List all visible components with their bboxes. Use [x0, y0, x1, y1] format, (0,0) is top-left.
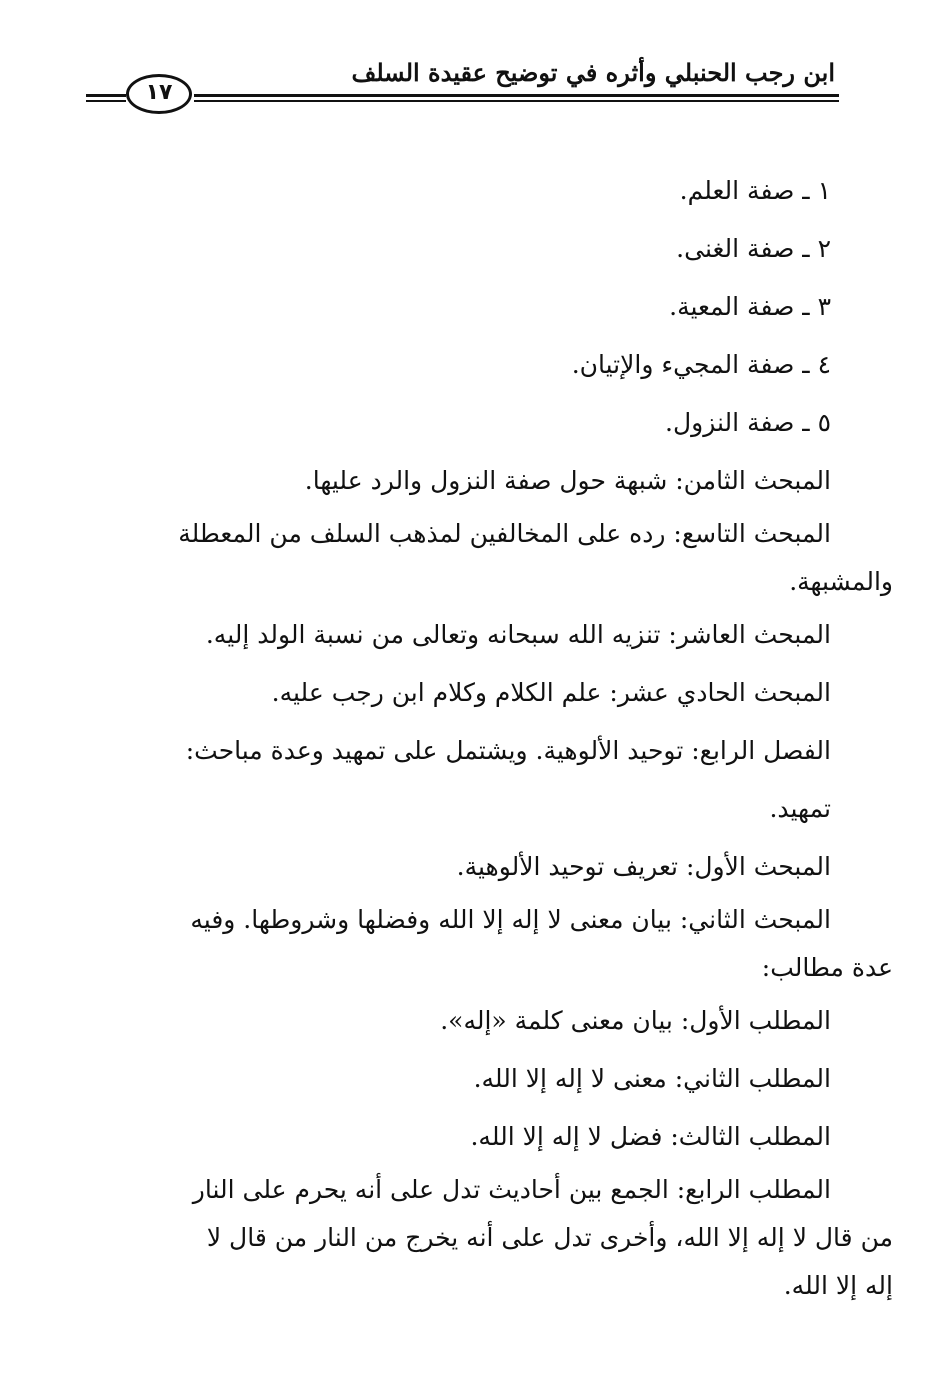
toc-section-9: المبحث التاسع: رده على المخالفين لمذهب السلف من المعطلة: [178, 519, 831, 548]
toc-subsection-3: المطلب الثالث: فضل لا إله إلا الله.: [470, 1122, 831, 1151]
toc-subsection-4: المطلب الرابع: الجمع بين أحاديث تدل على أنه يحرم على النار: [192, 1175, 831, 1204]
toc-item-1: ١ ـ صفة العلم.: [679, 176, 831, 205]
toc-item-5: ٥ ـ صفة النزول.: [665, 408, 831, 437]
toc-introduction: تمهيد.: [769, 794, 831, 823]
toc-section-11: المبحث الحادي عشر: علم الكلام وكلام ابن رجب عليه.: [271, 678, 831, 707]
toc-subsection-2: المطلب الثاني: معنى لا إله إلا الله.: [473, 1064, 831, 1093]
page-number-badge: ١٧: [126, 74, 192, 114]
toc-section-8: المبحث الثامن: شبهة حول صفة النزول والرد عليها.: [304, 466, 831, 495]
header-rule-thick: [194, 94, 839, 97]
toc-item-4: ٤ ـ صفة المجيء والإتيان.: [571, 350, 831, 379]
toc-chapter-4: الفصل الرابع: توحيد الألوهية. ويشتمل على تمهيد وعدة مباحث:: [185, 736, 831, 765]
header-rule-thin: [194, 100, 839, 102]
toc-section-2: المبحث الثاني: بيان معنى لا إله إلا الله وفضلها وشروطها. وفيه: [190, 905, 831, 934]
table-of-contents-text: [82, 162, 893, 1310]
toc-section-9-continued: والمشبهة.: [789, 567, 893, 596]
running-title: ابن رجب الحنبلي وأثره في توضيح عقيدة السلف: [351, 58, 835, 87]
toc-item-2: ٢ ـ صفة الغنى.: [676, 234, 831, 263]
header-rule-left-thick: [86, 94, 126, 97]
toc-section-10: المبحث العاشر: تنزيه الله سبحانه وتعالى من نسبة الولد إليه.: [205, 620, 831, 649]
toc-subsection-4-continued: من قال لا إله إلا الله، وأخرى تدل على أنه يخرج من النار من قال لا: [206, 1223, 893, 1252]
toc-section-1: المبحث الأول: تعريف توحيد الألوهية.: [456, 852, 831, 881]
toc-item-3: ٣ ـ صفة المعية.: [669, 292, 831, 321]
toc-subsection-1: المطلب الأول: بيان معنى كلمة «إله».: [440, 1006, 831, 1035]
toc-subsection-4-end: إله إلا الله.: [783, 1271, 893, 1300]
toc-section-2-continued: عدة مطالب:: [761, 953, 893, 982]
header-rule-left-thin: [86, 100, 126, 102]
